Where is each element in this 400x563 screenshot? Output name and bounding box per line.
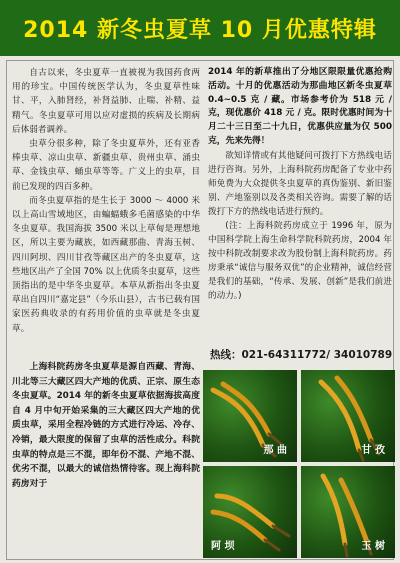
intro-paragraph: 而冬虫夏草指的是生长于 3000 ～ 4000 米以上高山雪域地区，由蝙蝠蛾多毛菌感染的中华冬虫夏草。我国海拔 3500 米以上草甸是理想地区，所以主要为藏族，如西藏那曲、青海玉树、四川阿坝、四川甘孜等藏区出产的冬虫夏草，这些地区出产了全国 70% 以上优质冬虫夏草，这些顶指出的是中华冬虫夏草。本草从新指出冬虫夏草出自四川“嘉定县”（今乐山县），古书已载有国家医药典收录的有药用价值的虫草就是冬虫夏草。 [12, 195, 200, 334]
hotline-number: 热线：021-64311772/ 34010789 [210, 349, 393, 361]
photo-naqu [203, 370, 297, 462]
photo-caption: 玉 树 [361, 541, 385, 552]
product-paragraph: 上海科院药房冬虫夏草是源自西藏、青海、川北等三大藏区四大产地的优质、正宗、原生态冬虫夏草。2014 年的新冬虫夏草依据海拔高度自 4 月中旬开始采集的三大藏区四大产地的优质虫草，采用全程冷链的方式进行冷运、冷存、冷销，最大限度的保留了虫草的活性成分。科院虫草的特点是三不混，即年份不混、产地不混、优劣不混，以最大的诚信热情待客。现上海科院药房对于 [12, 362, 200, 489]
photo-ganzi [301, 370, 395, 462]
pharmacy-note: (注：上海科院药房成立于 1996 年，原为中国科学院上海生命科学院科院药房，2004 年按中科院改制要求改为股份制上海科院药房。药房秉承“诚信与服务双优”的企业精神，诚信经营是我们的基础，“传承、发展、创新”是我们前进的动力。) [208, 220, 392, 301]
title-banner [0, 0, 400, 56]
photo-caption: 甘 孜 [361, 445, 385, 456]
photo-caption: 阿 坝 [211, 541, 235, 552]
intro-paragraph: 自古以来，冬虫夏草一直被视为我国药食两用的珍宝。中国传统医学认为，冬虫夏草性味甘、平，入肺肾经，补肾益肺、止喘、补精、益精气。冬虫夏草可用以应对虚损的疾病及长期病后体弱者调养。 [12, 68, 200, 135]
cordyceps-photo-grid [203, 370, 395, 558]
photo-caption: 那 曲 [263, 445, 287, 456]
photo-yushu [301, 466, 395, 558]
consult-paragraph: 欲知详情或有其他疑问可拨打下方热线电话进行咨询。另外，上海科院药房配备了专业中药师免费为大众提供冬虫夏草的真伪鉴别、新旧鉴别、产地鉴别以及各类相关咨询。需要了解的话拨打下方的热线电话进行预约。 [208, 150, 392, 217]
photo-aba [203, 466, 297, 558]
intro-paragraph: 虫草分很多种，除了冬虫夏草外，还有亚香棒虫草、凉山虫草、新疆虫草、贵州虫草、涌虫草、金钱虫草、蛹虫草等等。广义上的虫草，目前已发现的四百多种。 [12, 139, 200, 192]
intro-article [12, 66, 200, 366]
promotion-text: 2014 年的新草推出了分地区限限量优惠抢购活动。十月的优惠活动为那曲地区新冬虫夏草 0.4~0.5 克 / 藏。市场参考价为 518 元 / 克，现优惠价 418 元 / 克。限时优惠时间为十月二十三日至二十九日，优惠供应量为仅 500 克，先来先得！ [208, 67, 392, 146]
product-description [12, 360, 200, 556]
promotion-article [208, 66, 392, 342]
page-title: 2014 新冬虫夏草 10 月优惠特辑 [23, 17, 377, 43]
